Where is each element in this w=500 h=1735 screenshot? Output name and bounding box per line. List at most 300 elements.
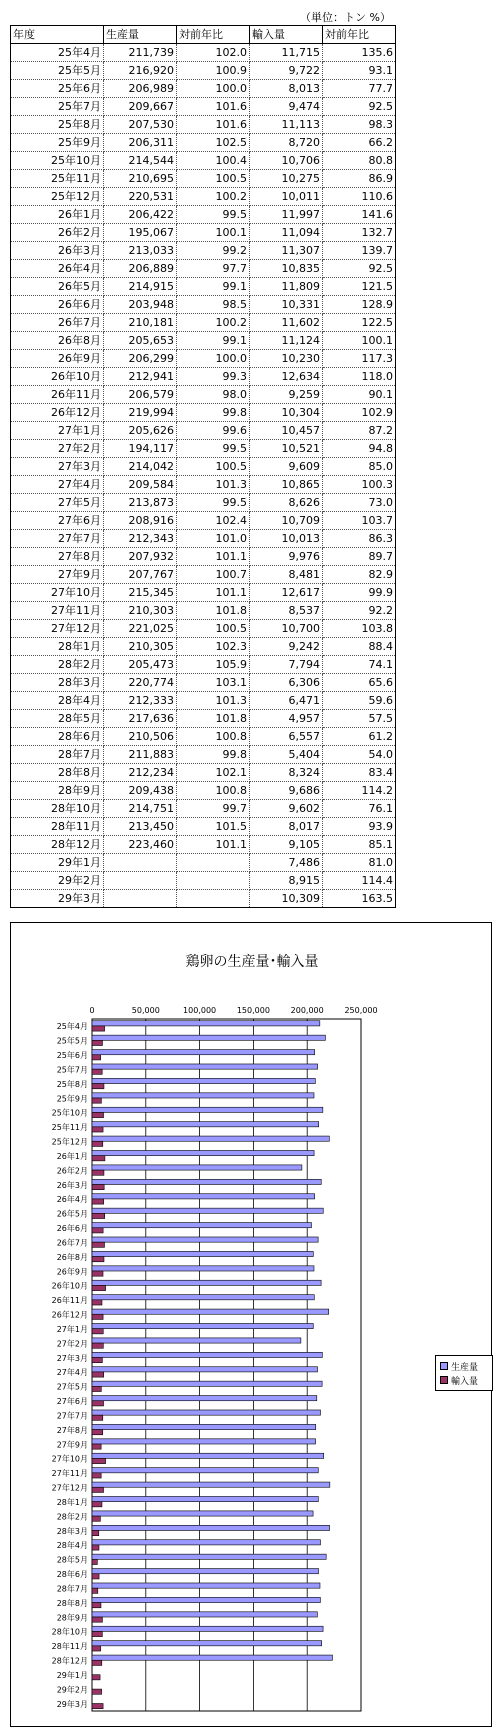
- cell-production: [104, 872, 177, 890]
- bar-import: [92, 1314, 103, 1319]
- cell-import-yoy: 100.1: [323, 332, 396, 350]
- table-row: [11, 602, 396, 620]
- bar-import: [92, 1675, 100, 1680]
- cell-import-yoy: 73.0: [323, 494, 396, 512]
- cell-import: 9,602: [250, 800, 323, 818]
- cell-year: 28年7月: [11, 746, 104, 764]
- table-row: [11, 260, 396, 278]
- cell-import: 12,634: [250, 368, 323, 386]
- bar-import: [92, 1228, 103, 1233]
- legend-item-production: [440, 1359, 488, 1373]
- bar-import: [92, 1112, 104, 1117]
- cell-import-yoy: 163.5: [323, 890, 396, 908]
- header-import-yoy: 対前年比: [323, 26, 396, 44]
- cell-production-yoy: 103.1: [177, 674, 250, 692]
- y-tick-label: 28年11月: [51, 1642, 88, 1652]
- table-body: [11, 44, 396, 908]
- x-tick-label: 250,000: [344, 1006, 378, 1015]
- cell-import-yoy: 141.6: [323, 206, 396, 224]
- bar-production: [92, 1410, 320, 1415]
- table-row: [11, 98, 396, 116]
- y-tick-label: 27年1月: [56, 1324, 88, 1334]
- bar-production: [92, 1280, 321, 1285]
- cell-production-yoy: 99.8: [177, 746, 250, 764]
- bar-import: [92, 1588, 98, 1593]
- table-row: [11, 728, 396, 746]
- bar-import: [92, 1185, 104, 1190]
- bar-production: [92, 1439, 316, 1444]
- cell-import: 10,230: [250, 350, 323, 368]
- cell-production-yoy: 100.5: [177, 458, 250, 476]
- cell-production: 205,473: [104, 656, 177, 674]
- table-row: [11, 638, 396, 656]
- cell-import-yoy: 98.3: [323, 116, 396, 134]
- cell-import-yoy: 59.6: [323, 692, 396, 710]
- y-tick-label: 26年12月: [51, 1310, 88, 1320]
- cell-production-yoy: 98.5: [177, 296, 250, 314]
- y-tick-label: 25年7月: [56, 1065, 88, 1075]
- cell-import: 8,017: [250, 818, 323, 836]
- cell-production: 219,994: [104, 404, 177, 422]
- y-tick-label: 28年2月: [56, 1512, 88, 1522]
- cell-import-yoy: 74.1: [323, 656, 396, 674]
- bar-production: [92, 1453, 324, 1458]
- cell-import-yoy: 128.9: [323, 296, 396, 314]
- bar-production: [92, 1381, 322, 1386]
- y-tick-label: 29年3月: [56, 1699, 88, 1709]
- cell-import-yoy: 86.3: [323, 530, 396, 548]
- cell-production-yoy: 99.5: [177, 440, 250, 458]
- y-tick-label: 27年5月: [56, 1382, 88, 1392]
- bar-production: [92, 1583, 320, 1588]
- cell-import-yoy: 86.9: [323, 170, 396, 188]
- cell-year: 28年11月: [11, 818, 104, 836]
- bar-import: [92, 1372, 104, 1377]
- table-row: [11, 224, 396, 242]
- cell-production-yoy: 99.7: [177, 800, 250, 818]
- cell-import: 6,471: [250, 692, 323, 710]
- table-row: [11, 296, 396, 314]
- cell-import: 10,011: [250, 188, 323, 206]
- cell-production-yoy: 101.5: [177, 818, 250, 836]
- cell-import-yoy: 92.2: [323, 602, 396, 620]
- y-tick-label: 26年9月: [56, 1267, 88, 1277]
- cell-import: 10,865: [250, 476, 323, 494]
- cell-production: 215,345: [104, 584, 177, 602]
- y-tick-label: 26年1月: [56, 1151, 88, 1161]
- bar-production: [92, 1540, 320, 1545]
- bar-import: [92, 1141, 103, 1146]
- table-row: [11, 62, 396, 80]
- cell-production: 207,530: [104, 116, 177, 134]
- cell-year: 25年4月: [11, 44, 104, 62]
- cell-year: 27年8月: [11, 548, 104, 566]
- cell-production: 214,544: [104, 152, 177, 170]
- legend-label-production: 生産量: [451, 1362, 479, 1373]
- cell-production: 206,422: [104, 206, 177, 224]
- bar-import: [92, 1170, 104, 1175]
- cell-production: 206,311: [104, 134, 177, 152]
- table-row: [11, 692, 396, 710]
- cell-import: 10,835: [250, 260, 323, 278]
- cell-production: 210,181: [104, 314, 177, 332]
- bar-production: [92, 1266, 314, 1271]
- header-year: 年度: [11, 26, 104, 44]
- bar-import: [92, 1574, 99, 1579]
- bar-production: [92, 1525, 330, 1530]
- table-row: [11, 764, 396, 782]
- bar-import: [92, 1430, 103, 1435]
- cell-year: 28年1月: [11, 638, 104, 656]
- table-row: [11, 440, 396, 458]
- bar-production: [92, 1165, 302, 1170]
- bar-import: [92, 1487, 104, 1492]
- cell-import-yoy: 65.6: [323, 674, 396, 692]
- bar-import: [92, 1329, 103, 1334]
- legend-swatch-production: [440, 1362, 448, 1370]
- bar-import: [92, 1055, 101, 1060]
- cell-import: 11,113: [250, 116, 323, 134]
- table-row: [11, 44, 396, 62]
- bar-import: [92, 1127, 103, 1132]
- y-tick-label: 25年9月: [56, 1094, 88, 1104]
- cell-import-yoy: 110.6: [323, 188, 396, 206]
- cell-import: 8,481: [250, 566, 323, 584]
- cell-production: 210,695: [104, 170, 177, 188]
- cell-import: 10,457: [250, 422, 323, 440]
- bar-production: [92, 1612, 317, 1617]
- table-row: [11, 494, 396, 512]
- cell-import-yoy: 57.5: [323, 710, 396, 728]
- cell-import-yoy: 99.9: [323, 584, 396, 602]
- cell-production-yoy: 101.8: [177, 710, 250, 728]
- bar-import: [92, 1257, 104, 1262]
- cell-production-yoy: 100.2: [177, 314, 250, 332]
- cell-year: 28年4月: [11, 692, 104, 710]
- cell-import-yoy: 94.8: [323, 440, 396, 458]
- bar-production: [92, 1352, 322, 1357]
- cell-year: 26年8月: [11, 332, 104, 350]
- cell-year: 27年4月: [11, 476, 104, 494]
- table-row: [11, 170, 396, 188]
- cell-production-yoy: 102.0: [177, 44, 250, 62]
- table-row: [11, 548, 396, 566]
- table-row: [11, 206, 396, 224]
- cell-import-yoy: 80.8: [323, 152, 396, 170]
- cell-year: 29年3月: [11, 890, 104, 908]
- y-tick-label: 27年11月: [51, 1469, 88, 1479]
- cell-production-yoy: 99.1: [177, 278, 250, 296]
- table-row: [11, 332, 396, 350]
- cell-production-yoy: 101.1: [177, 548, 250, 566]
- cell-production-yoy: [177, 872, 250, 890]
- bar-import: [92, 1199, 104, 1204]
- cell-import-yoy: 87.2: [323, 422, 396, 440]
- cell-production: 220,531: [104, 188, 177, 206]
- cell-import: 4,957: [250, 710, 323, 728]
- bar-import: [92, 1516, 100, 1521]
- cell-year: 26年5月: [11, 278, 104, 296]
- cell-year: 27年12月: [11, 620, 104, 638]
- y-tick-label: 25年11月: [51, 1123, 88, 1133]
- table-row: [11, 674, 396, 692]
- table-row: [11, 512, 396, 530]
- cell-import: 10,521: [250, 440, 323, 458]
- table-row: [11, 584, 396, 602]
- bar-production: [92, 1223, 311, 1228]
- table-row: [11, 476, 396, 494]
- y-tick-label: 26年11月: [51, 1296, 88, 1306]
- cell-year: 28年12月: [11, 836, 104, 854]
- cell-production-yoy: 99.5: [177, 206, 250, 224]
- cell-import: 6,557: [250, 728, 323, 746]
- bar-production: [92, 1424, 316, 1429]
- header-production: 生産量: [104, 26, 177, 44]
- cell-import-yoy: 92.5: [323, 260, 396, 278]
- bar-import: [92, 1603, 101, 1608]
- cell-import-yoy: 89.7: [323, 548, 396, 566]
- cell-year: 28年6月: [11, 728, 104, 746]
- bar-import: [92, 1271, 103, 1276]
- cell-year: 27年1月: [11, 422, 104, 440]
- bar-production: [92, 1597, 320, 1602]
- cell-year: 27年11月: [11, 602, 104, 620]
- cell-import: 9,105: [250, 836, 323, 854]
- cell-production: 216,920: [104, 62, 177, 80]
- bar-production: [92, 1295, 314, 1300]
- cell-import: 10,275: [250, 170, 323, 188]
- cell-production: 205,653: [104, 332, 177, 350]
- cell-import: 10,331: [250, 296, 323, 314]
- bar-import: [92, 1386, 101, 1391]
- data-table: [10, 25, 396, 908]
- cell-production-yoy: 99.6: [177, 422, 250, 440]
- y-tick-label: 28年6月: [56, 1570, 88, 1580]
- table-row: [11, 188, 396, 206]
- cell-production: [104, 854, 177, 872]
- bar-production: [92, 1554, 326, 1559]
- y-tick-label: 25年8月: [56, 1079, 88, 1089]
- table-row: [11, 818, 396, 836]
- cell-year: 27年10月: [11, 584, 104, 602]
- cell-import: 9,259: [250, 386, 323, 404]
- bar-production: [92, 1136, 329, 1141]
- cell-import-yoy: 114.4: [323, 872, 396, 890]
- cell-production-yoy: 100.0: [177, 80, 250, 98]
- bar-import: [92, 1415, 103, 1420]
- cell-import: 8,915: [250, 872, 323, 890]
- cell-production: 220,774: [104, 674, 177, 692]
- cell-production-yoy: 99.1: [177, 332, 250, 350]
- y-tick-label: 27年8月: [56, 1425, 88, 1435]
- bar-production: [92, 1309, 329, 1314]
- cell-production: 212,941: [104, 368, 177, 386]
- cell-import: 8,013: [250, 80, 323, 98]
- cell-import-yoy: 61.2: [323, 728, 396, 746]
- cell-import: 12,617: [250, 584, 323, 602]
- y-tick-label: 26年6月: [56, 1224, 88, 1234]
- cell-import: 9,976: [250, 548, 323, 566]
- cell-import-yoy: 100.3: [323, 476, 396, 494]
- cell-year: 28年3月: [11, 674, 104, 692]
- cell-import: 9,609: [250, 458, 323, 476]
- cell-year: 29年2月: [11, 872, 104, 890]
- table-row: [11, 782, 396, 800]
- cell-year: 28年2月: [11, 656, 104, 674]
- cell-import: 11,602: [250, 314, 323, 332]
- cell-production-yoy: 100.9: [177, 62, 250, 80]
- cell-production-yoy: 99.2: [177, 242, 250, 260]
- cell-import: 9,722: [250, 62, 323, 80]
- table-row: [11, 800, 396, 818]
- cell-production: 221,025: [104, 620, 177, 638]
- y-tick-label: 25年10月: [51, 1108, 88, 1118]
- cell-production: 212,343: [104, 530, 177, 548]
- y-tick-label: 26年3月: [56, 1180, 88, 1190]
- cell-production-yoy: 101.8: [177, 602, 250, 620]
- y-tick-label: 27年9月: [56, 1440, 88, 1450]
- cell-production-yoy: 101.3: [177, 692, 250, 710]
- cell-production: 211,883: [104, 746, 177, 764]
- table-row: [11, 854, 396, 872]
- bar-production: [92, 1511, 313, 1516]
- header-import: 輸入量: [250, 26, 323, 44]
- cell-production: 206,989: [104, 80, 177, 98]
- bar-production: [92, 1107, 323, 1112]
- legend-item-import: [440, 1373, 488, 1387]
- cell-import: 8,626: [250, 494, 323, 512]
- table-row: [11, 278, 396, 296]
- cell-production: 210,506: [104, 728, 177, 746]
- cell-import: 10,309: [250, 890, 323, 908]
- cell-production: 212,234: [104, 764, 177, 782]
- cell-production-yoy: 100.8: [177, 782, 250, 800]
- cell-import: 11,307: [250, 242, 323, 260]
- bar-import: [92, 1559, 97, 1564]
- cell-year: 27年2月: [11, 440, 104, 458]
- cell-production-yoy: 100.5: [177, 170, 250, 188]
- cell-year: 26年10月: [11, 368, 104, 386]
- cell-production-yoy: [177, 890, 250, 908]
- cell-production-yoy: [177, 854, 250, 872]
- bar-import: [92, 1026, 105, 1031]
- bar-import: [92, 1358, 102, 1363]
- cell-year: 27年6月: [11, 512, 104, 530]
- bar-import: [92, 1069, 102, 1074]
- cell-import-yoy: 88.4: [323, 638, 396, 656]
- table-row: [11, 134, 396, 152]
- cell-year: 26年12月: [11, 404, 104, 422]
- cell-production-yoy: 100.2: [177, 188, 250, 206]
- chart-frame: [10, 922, 492, 1727]
- bar-production: [92, 1122, 319, 1127]
- cell-production: 209,584: [104, 476, 177, 494]
- y-tick-label: 27年2月: [56, 1339, 88, 1349]
- cell-year: 26年4月: [11, 260, 104, 278]
- bar-production: [92, 1323, 313, 1328]
- cell-year: 26年1月: [11, 206, 104, 224]
- cell-import: 9,686: [250, 782, 323, 800]
- cell-import-yoy: 102.9: [323, 404, 396, 422]
- cell-import-yoy: 93.1: [323, 62, 396, 80]
- cell-import-yoy: 114.2: [323, 782, 396, 800]
- cell-production: 209,667: [104, 98, 177, 116]
- bar-production: [92, 1626, 323, 1631]
- cell-import-yoy: 135.6: [323, 44, 396, 62]
- bar-production: [92, 1496, 318, 1501]
- y-tick-label: 27年7月: [56, 1411, 88, 1421]
- cell-year: 27年5月: [11, 494, 104, 512]
- table-row: [11, 152, 396, 170]
- y-tick-label: 28年3月: [56, 1526, 88, 1536]
- cell-import-yoy: 76.1: [323, 800, 396, 818]
- y-tick-label: 26年8月: [56, 1252, 88, 1262]
- cell-import: 6,306: [250, 674, 323, 692]
- cell-import: 10,700: [250, 620, 323, 638]
- cell-production-yoy: 101.1: [177, 836, 250, 854]
- cell-import-yoy: 103.7: [323, 512, 396, 530]
- cell-year: 29年1月: [11, 854, 104, 872]
- cell-production-yoy: 98.0: [177, 386, 250, 404]
- cell-import: 10,013: [250, 530, 323, 548]
- y-tick-label: 28年5月: [56, 1555, 88, 1565]
- cell-production: 213,450: [104, 818, 177, 836]
- y-tick-label: 28年10月: [51, 1627, 88, 1637]
- cell-import-yoy: 85.1: [323, 836, 396, 854]
- y-tick-label: 28年1月: [56, 1497, 88, 1507]
- cell-import-yoy: 92.5: [323, 98, 396, 116]
- bar-import: [92, 1300, 102, 1305]
- cell-production-yoy: 102.4: [177, 512, 250, 530]
- bar-production: [92, 1064, 318, 1069]
- table-row: [11, 890, 396, 908]
- cell-production: 206,299: [104, 350, 177, 368]
- cell-import: 10,706: [250, 152, 323, 170]
- cell-import-yoy: 83.4: [323, 764, 396, 782]
- cell-import-yoy: 77.7: [323, 80, 396, 98]
- bar-import: [92, 1473, 101, 1478]
- cell-production-yoy: 101.1: [177, 584, 250, 602]
- cell-production-yoy: 102.5: [177, 134, 250, 152]
- bar-import: [92, 1098, 101, 1103]
- cell-year: 26年2月: [11, 224, 104, 242]
- bar-import: [92, 1213, 105, 1218]
- y-tick-label: 27年3月: [56, 1353, 88, 1363]
- cell-production-yoy: 100.4: [177, 152, 250, 170]
- cell-production: 210,305: [104, 638, 177, 656]
- chart-title: 鶏卵の生産量･輸入量: [185, 954, 319, 970]
- y-tick-label: 25年4月: [56, 1022, 88, 1032]
- bar-import: [92, 1617, 102, 1622]
- bar-production: [92, 1468, 318, 1473]
- bar-import: [92, 1502, 102, 1507]
- table-row: [11, 530, 396, 548]
- table-row: [11, 314, 396, 332]
- y-tick-label: 25年12月: [51, 1137, 88, 1147]
- cell-year: 28年9月: [11, 782, 104, 800]
- y-tick-label: 27年6月: [56, 1397, 88, 1407]
- bar-production: [92, 1251, 313, 1256]
- chart-legend: [435, 1355, 493, 1391]
- table-row: [11, 656, 396, 674]
- cell-production: 223,460: [104, 836, 177, 854]
- bar-production: [92, 1208, 323, 1213]
- table-row: [11, 746, 396, 764]
- cell-production: 213,873: [104, 494, 177, 512]
- cell-import: 7,794: [250, 656, 323, 674]
- cell-production-yoy: 99.8: [177, 404, 250, 422]
- x-tick-label: 200,000: [290, 1006, 324, 1015]
